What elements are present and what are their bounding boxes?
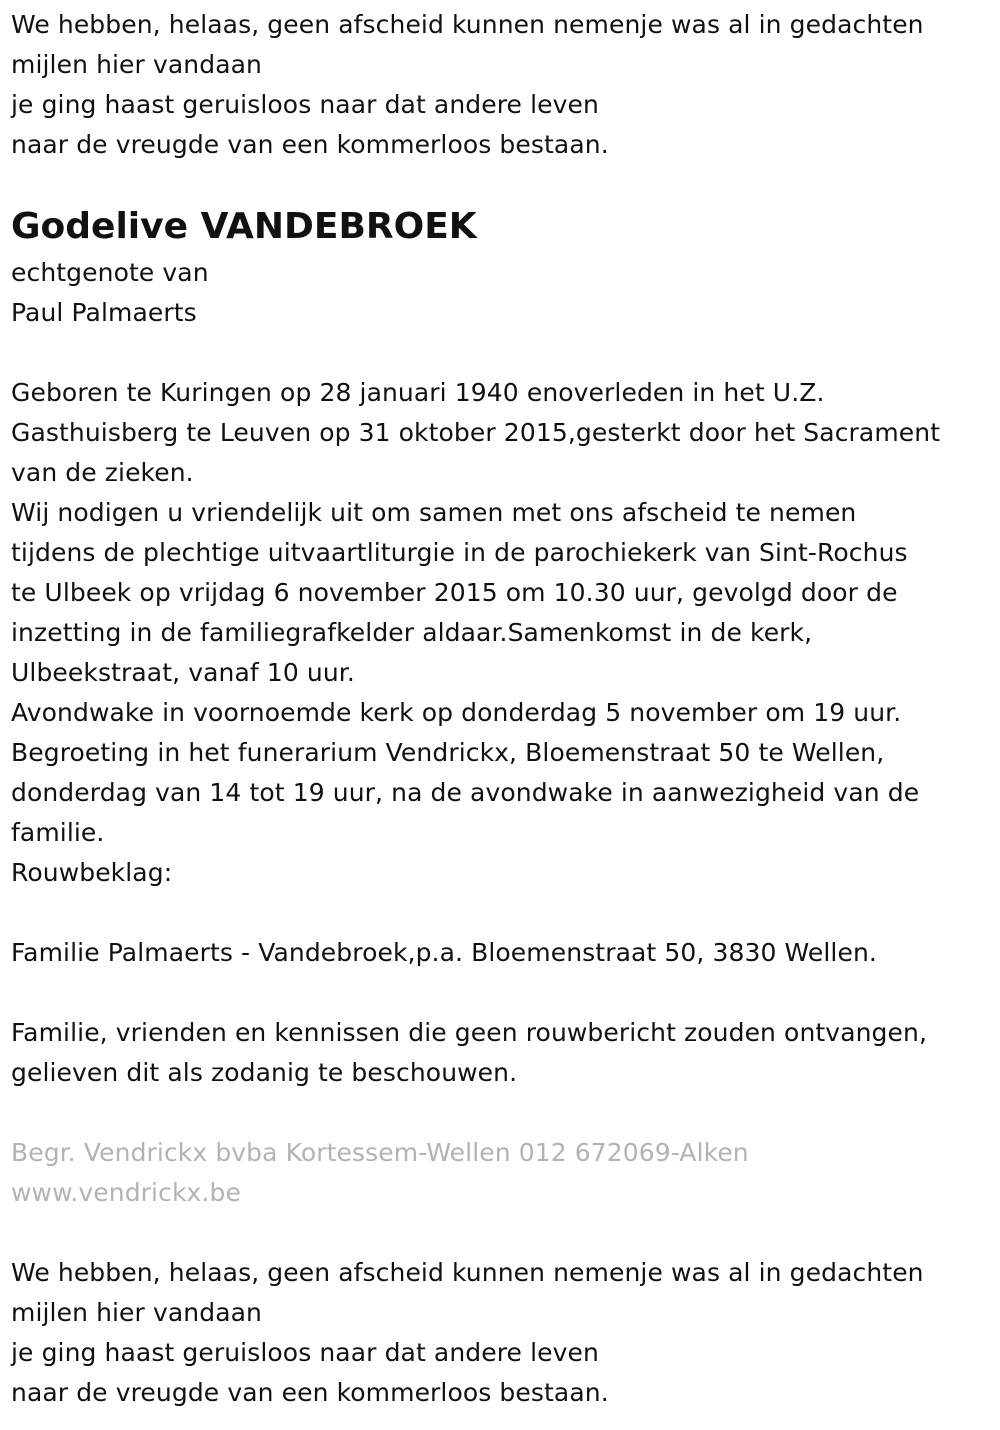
announcement-line: te Ulbeek op vrijdag 6 november 2015 om 10.30 uur, gevolgd door de [11, 578, 898, 607]
poem-line: je ging haast geruisloos naar dat andere leven [11, 90, 599, 119]
poem-line: mijlen hier vandaan [11, 1298, 262, 1327]
funeral-home-website: www.vendrickx.be [11, 1178, 241, 1207]
announcement-line: Wij nodigen u vriendelijk uit om samen met ons afscheid te nemen [11, 498, 857, 527]
funeral-home-line: Begr. Vendrickx bvba Kortessem-Wellen 012 672069-Alken [11, 1138, 749, 1167]
announcement-line: Gasthuisberg te Leuven op 31 oktober 2015,gesterkt door het Sacrament [11, 418, 941, 447]
relation [11, 253, 209, 333]
announcement-line: Rouwbeklag: [11, 858, 173, 887]
poem-line: We hebben, helaas, geen afscheid kunnen nemenje was al in gedachten [11, 10, 924, 39]
notice [11, 1013, 927, 1093]
poem-top [11, 5, 924, 165]
announcement-line: tijdens de plechtige uitvaartliturgie in de parochiekerk van Sint-Rochus [11, 538, 908, 567]
relation-line: echtgenote van [11, 258, 209, 287]
poem-line: We hebben, helaas, geen afscheid kunnen nemenje was al in gedachten [11, 1258, 924, 1287]
announcement-line: Begroeting in het funerarium Vendrickx, Bloemenstraat 50 te Wellen, [11, 738, 885, 767]
announcement-line: inzetting in de familiegrafkelder aldaar.Samenkomst in de kerk, [11, 618, 813, 647]
relation-line: Paul Palmaerts [11, 298, 197, 327]
notice-line: gelieven dit als zodanig te beschouwen. [11, 1058, 518, 1087]
notice-line: Familie, vrienden en kennissen die geen rouwbericht zouden ontvangen, [11, 1018, 927, 1047]
announcement-line: Ulbeekstraat, vanaf 10 uur. [11, 658, 355, 687]
poem-line: naar de vreugde van een kommerloos bestaan. [11, 1378, 609, 1407]
funeral-home [11, 1133, 749, 1213]
announcement-text [11, 373, 940, 893]
poem-line: mijlen hier vandaan [11, 50, 262, 79]
family-contact: Familie Palmaerts - Vandebroek,p.a. Bloemenstraat 50, 3830 Wellen. [11, 938, 877, 967]
announcement-line: Geboren te Kuringen op 28 januari 1940 enoverleden in het U.Z. [11, 378, 825, 407]
poem-line: naar de vreugde van een kommerloos bestaan. [11, 130, 609, 159]
poem-bottom [11, 1253, 924, 1413]
announcement-line: van de zieken. [11, 458, 194, 487]
deceased-name: Godelive VANDEBROEK [11, 206, 477, 247]
announcement-line: donderdag van 14 tot 19 uur, na de avondwake in aanwezigheid van de [11, 778, 920, 807]
announcement-line: Avondwake in voornoemde kerk op donderdag 5 november om 19 uur. [11, 698, 902, 727]
poem-line: je ging haast geruisloos naar dat andere leven [11, 1338, 599, 1367]
announcement-line: familie. [11, 818, 105, 847]
